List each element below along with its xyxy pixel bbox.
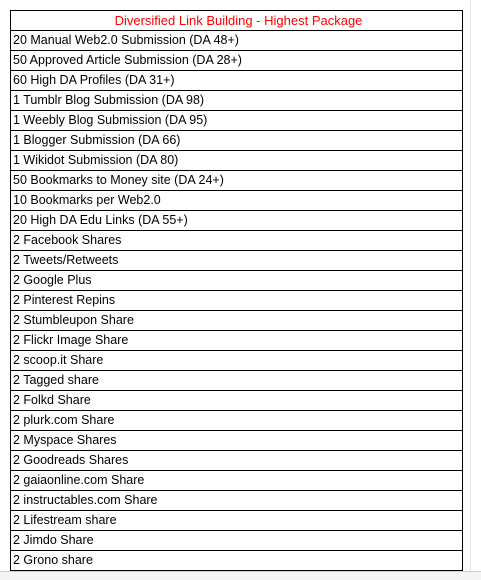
table-row[interactable] <box>11 451 462 471</box>
table-row[interactable] <box>11 491 462 511</box>
table-cell: 2 Tagged share <box>13 373 99 387</box>
table-cell: 2 instructables.com Share <box>13 493 158 507</box>
table-row[interactable] <box>11 291 462 311</box>
table-cell: 2 Grono share <box>13 553 93 567</box>
table-row[interactable] <box>11 271 462 291</box>
table-row[interactable] <box>11 31 462 51</box>
table-cell: 2 plurk.com Share <box>13 413 115 427</box>
table-row[interactable] <box>11 51 462 71</box>
table-cell: 1 Wikidot Submission (DA 80) <box>13 153 179 167</box>
table-row[interactable] <box>11 231 462 251</box>
table-cell: 2 Goodreads Shares <box>13 453 129 467</box>
table-cell: 2 Google Plus <box>13 273 92 287</box>
table-cell: 50 Approved Article Submission (DA 28+) <box>13 53 242 67</box>
table-cell: 20 Manual Web2.0 Submission (DA 48+) <box>13 33 239 47</box>
table-cell: 1 Blogger Submission (DA 66) <box>13 133 181 147</box>
table-cell: 10 Bookmarks per Web2.0 <box>13 193 161 207</box>
table-row[interactable] <box>11 171 462 191</box>
table-row[interactable] <box>11 531 462 551</box>
table-cell: 2 Facebook Shares <box>13 233 122 247</box>
table-row[interactable] <box>11 91 462 111</box>
table-row[interactable] <box>11 311 462 331</box>
table-cell: 2 Pinterest Repins <box>13 293 116 307</box>
table-row[interactable] <box>11 371 462 391</box>
table-header-row[interactable] <box>11 11 462 31</box>
table-row[interactable] <box>11 391 462 411</box>
table-cell: 2 Jimdo Share <box>13 533 94 547</box>
table-row[interactable] <box>11 191 462 211</box>
table-row[interactable] <box>11 551 462 571</box>
table-row[interactable] <box>11 351 462 371</box>
table-cell: 1 Weebly Blog Submission (DA 95) <box>13 113 208 127</box>
table-cell: 2 Tweets/Retweets <box>13 253 119 267</box>
table-cell: 2 Myspace Shares <box>13 433 117 447</box>
table-row[interactable] <box>11 151 462 171</box>
table-cell: 2 Folkd Share <box>13 393 91 407</box>
table-cell: 2 scoop.it Share <box>13 353 104 367</box>
table-row[interactable] <box>11 211 462 231</box>
table-cell: 1 Tumblr Blog Submission (DA 98) <box>13 93 205 107</box>
table-cell: 50 Bookmarks to Money site (DA 24+) <box>13 173 224 187</box>
package-table <box>10 10 463 571</box>
table-cell: 2 Stumbleupon Share <box>13 313 134 327</box>
table-row[interactable] <box>11 471 462 491</box>
table-row[interactable] <box>11 511 462 531</box>
table-row[interactable] <box>11 111 462 131</box>
table-cell: 2 Lifestream share <box>13 513 117 527</box>
table-row[interactable] <box>11 251 462 271</box>
table-cell: 2 gaiaonline.com Share <box>13 473 145 487</box>
table-row[interactable] <box>11 431 462 451</box>
table-cell: 20 High DA Edu Links (DA 55+) <box>13 213 188 227</box>
table-cell: 2 Flickr Image Share <box>13 333 129 347</box>
table-row[interactable] <box>11 71 462 91</box>
grid-line <box>470 0 471 579</box>
table-row[interactable] <box>11 131 462 151</box>
table-row[interactable] <box>11 331 462 351</box>
table-title: Diversified Link Building - Highest Package <box>114 13 363 28</box>
table-row[interactable] <box>11 411 462 431</box>
table-cell: 60 High DA Profiles (DA 31+) <box>13 73 175 87</box>
